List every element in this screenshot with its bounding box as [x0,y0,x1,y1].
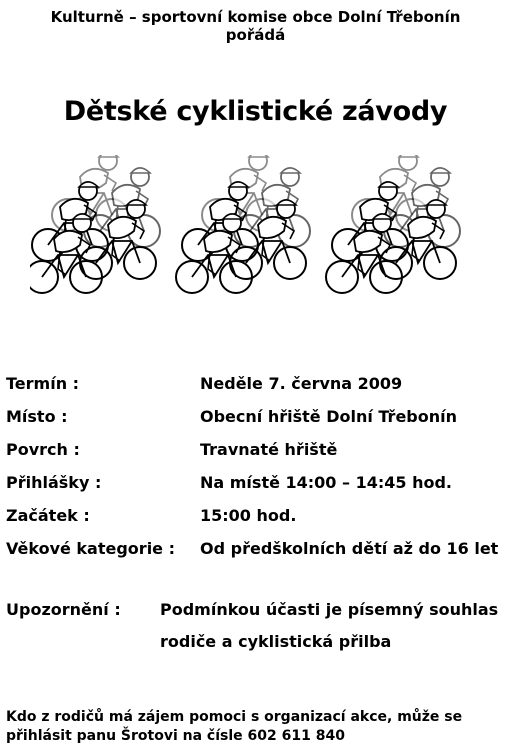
value-registration: Na místě 14:00 – 14:45 hod. [200,473,452,492]
warning-label: Upozornění : [6,600,121,619]
value-date: Neděle 7. června 2009 [200,374,403,393]
warning-line-2: rodiče a cyklistická přilba [160,632,392,651]
value-surface: Travnaté hřiště [200,440,338,459]
value-age-categories: Od předškolních dětí až do 16 let [200,539,499,558]
organizer-line: Kulturně – sportovní komise obce Dolní Třebonín [50,8,461,26]
value-start: 15:00 hod. [200,506,297,525]
warning-line-1: Podmínkou účasti je písemný souhlas [160,600,499,619]
cyclists-group-icon [176,155,310,293]
presents-line: pořádá [225,26,286,44]
footer-note [6,708,506,746]
label-start: Začátek : [6,506,90,525]
label-place: Místo : [6,407,68,426]
cyclists-group-icon [30,155,160,293]
cyclists-illustration [30,155,485,295]
label-age-categories: Věkové kategorie : [6,539,175,558]
label-registration: Přihlášky : [6,473,102,492]
footer-line-1: Kdo z rodičů má zájem pomoci s organizací akce, může se [6,709,463,725]
cyclists-group-icon [326,155,460,293]
label-surface: Povrch : [6,440,80,459]
value-place: Obecní hřiště Dolní Třebonín [200,407,458,426]
footer-line-2: přihlásit panu Šrotovi na čísle 602 611 840 [6,728,345,744]
poster-title: Dětské cyklistické závody [63,96,448,127]
label-date: Termín : [6,374,80,393]
